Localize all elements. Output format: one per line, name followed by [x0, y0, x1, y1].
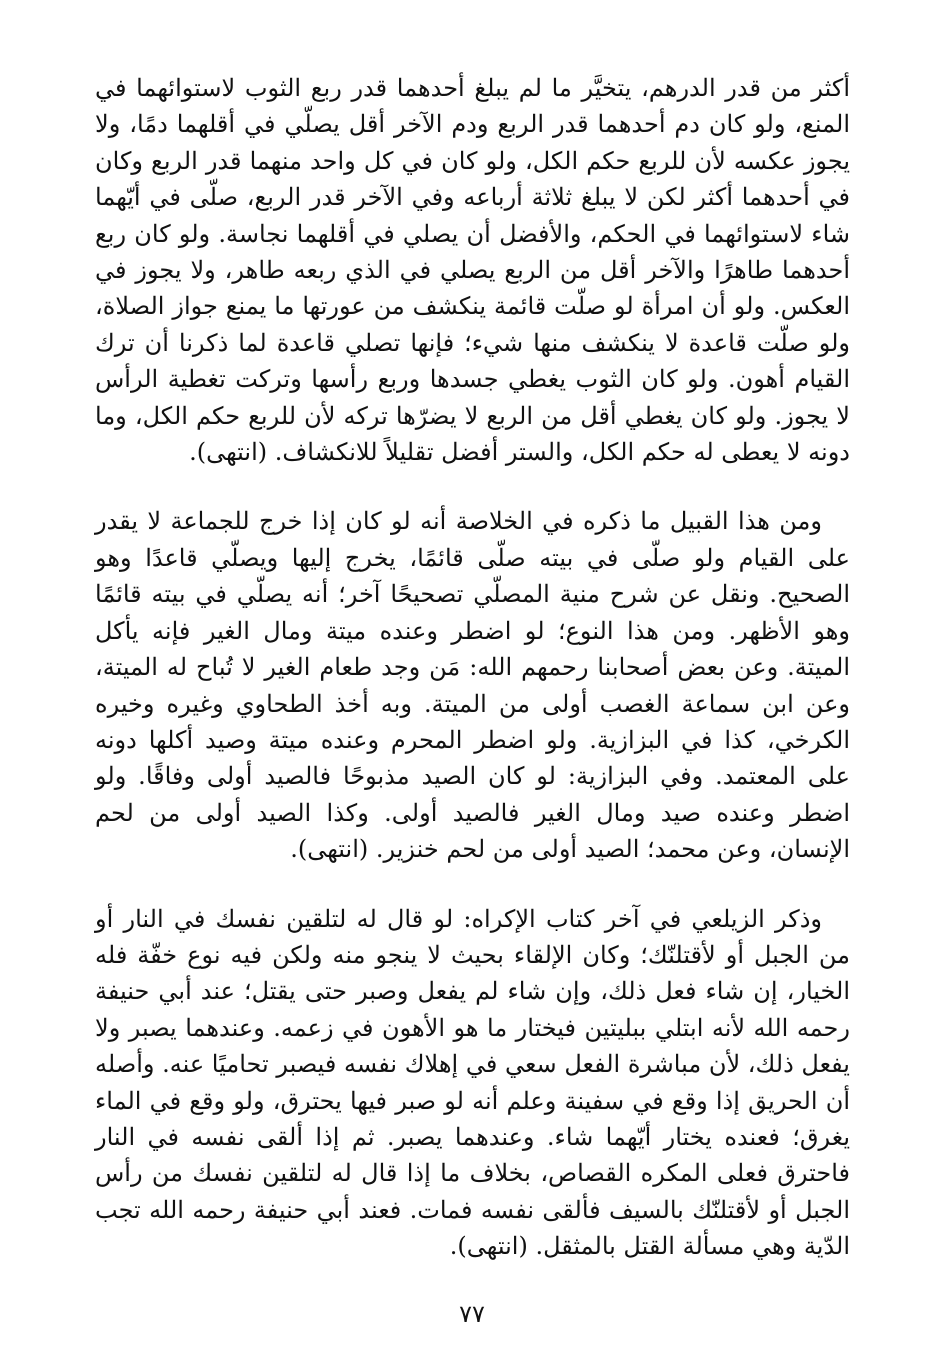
paragraph: ومن هذا القبيل ما ذكره في الخلاصة أنه لو كان إذا خرج للجماعة لا يقدر على القيام ولو صلّى في بيته صلّى قائمًا، يخرج إليها ويصلّي قاعدًا وهو الصحيح. ونقل عن شرح منية المصلّي تصحيحًا آخر؛ أنه يصلّي في بيته قائمًا وهو الأظهر. ومن هذا النوع؛ لو اضطر وعنده ميتة ومال الغير فإنه يأكل الميتة. وعن بعض أصحابنا رحمهم الله: مَن وجد طعام الغير لا تُباح له الميتة، وعن ابن سماعة الغصب أولى من الميتة. وبه أخذ الطحاوي وغيره وخيره الكرخي، كذا في البزازية. ولو اضطر المحرم وعنده ميتة وصيد أكلها دونه على المعتمد. وفي البزازية: لو كان الصيد مذبوحًا فالصيد أولى وفاقًا. ولو اضطر وعنده صيد ومال الغير فالصيد أولى. وكذا الصيد أولى من لحم الإنسان، وعن محمد؛ الصيد أولى من لحم خنزير. (انتهى).	[95, 507, 850, 864]
paragraph: أكثر من قدر الدرهم، يتخيَّر ما لم يبلغ أحدهما قدر ربع الثوب لاستوائهما في المنع، ولو كان دم أحدهما قدر الربع ودم الآخر أقل يصلّي في أقلهما دمًا، ولا يجوز عكسه لأن للربع حكم الكل، ولو كان في كل واحد منهما قدر الربع وكان في أحدهما أكثر لكن لا يبلغ ثلاثة أرباعه وفي الآخر قدر الربع، صلّى في أيّهما شاء لاستوائهما في الحكم، والأفضل أن يصلي في أقلهما نجاسة. ولو كان ربع أحدهما طاهرًا والآخر أقل من الربع يصلي في الذي ربعه طاهر، ولا يجوز في العكس. ولو أن امرأة لو صلّت قائمة ينكشف من عورتها ما يمنع جواز الصلاة، ولو صلّت قاعدة لا ينكشف منها شيء؛ فإنها تصلي قاعدة لما ذكرنا أن ترك القيام أهون. ولو كان الثوب يغطي جسدها وربع رأسها وتركت تغطية الرأس لا يجوز. ولو كان يغطي أقل من الربع لا يضرّها تركه لأن للربع حكم الكل، وما دونه لا يعطى له حكم الكل، والستر أفضل تقليلاً للانكشاف. (انتهى).	[95, 74, 851, 467]
page-body	[95, 70, 850, 1310]
paragraph: وذكر الزيلعي في آخر كتاب الإكراه: لو قال له لتلقين نفسك في النار أو من الجبل أو لأقتلنّك؛ وكان الإلقاء بحيث لا ينجو منه ولكن فيه نوع خفّة فله الخيار، إن شاء فعل ذلك، وإن شاء لم يفعل وصبر حتى يقتل؛ عند أبي حنيفة رحمه الله لأنه ابتلي ببليتين فيختار ما هو الأهون في زعمه. وعندهما يصبر ولا يفعل ذلك، لأن مباشرة الفعل سعي في إهلاك نفسه فيصبر تحاميًا عنه. وأصله أن الحريق إذا وقع في سفينة وعلم أنه لو صبر فيها يحترق، ولو وقع في الماء يغرق؛ فعنده يختار أيّهما شاء. وعندهما يصبر. ثم إذا ألقى نفسه في النار فاحترق فعلى المكره القصاص، بخلاف ما إذا قال له لتلقين نفسك من رأس الجبل أو لأقتلنّك بالسيف فألقى نفسه فمات. فعند أبي حنيفة رحمه الله تجب الدّية وهي مسألة القتل بالمثقل. (انتهى).	[95, 904, 850, 1261]
page-number: ٧٧	[459, 1300, 485, 1328]
